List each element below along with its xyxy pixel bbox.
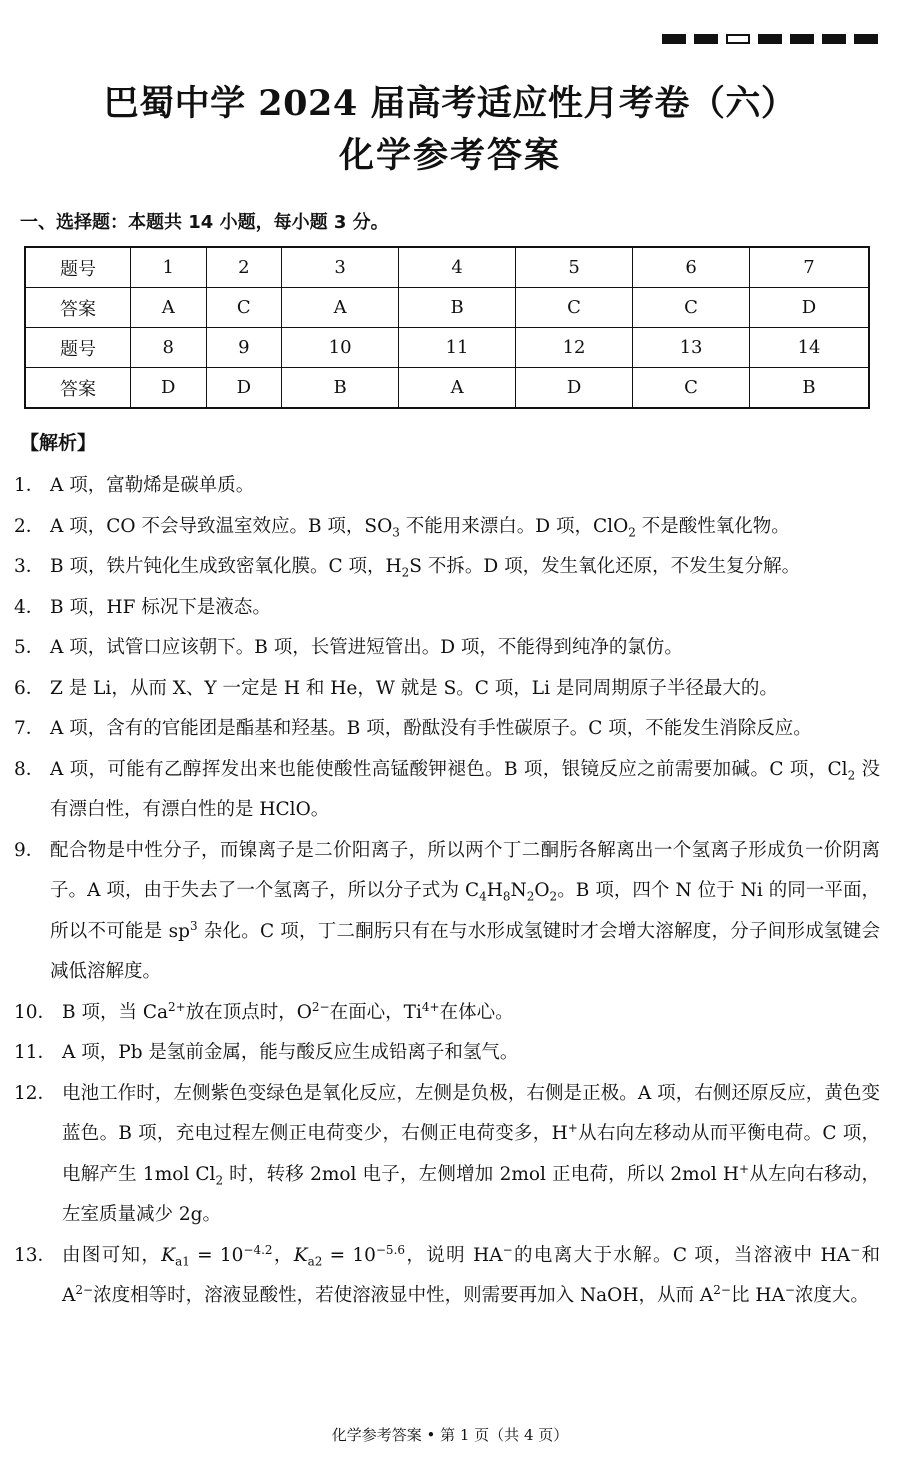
analysis-list — [14, 466, 880, 1317]
item-text — [50, 588, 880, 629]
text-run: 和 A — [62, 1244, 880, 1306]
header-marks — [662, 34, 878, 44]
table-cell: 7 — [750, 247, 869, 288]
text-run: H — [486, 880, 503, 901]
table-cell: 14 — [750, 328, 869, 368]
item-text — [50, 547, 880, 588]
table-row — [25, 247, 869, 288]
item-number: 4． — [14, 596, 45, 618]
item-text — [62, 1236, 880, 1317]
item-text — [62, 1074, 880, 1236]
table-row — [25, 288, 869, 328]
subscript: 2 — [401, 565, 410, 580]
analysis-heading: 【解析】 — [20, 432, 97, 454]
text-run: 从左向右移动，左室质量减少 2g。 — [62, 1163, 880, 1225]
item-number: 11． — [14, 1042, 57, 1063]
table-cell: B — [399, 288, 516, 328]
subscript: 2 — [628, 525, 636, 540]
superscript: + — [738, 1161, 750, 1176]
item-text — [50, 750, 880, 831]
table-cell: C — [633, 368, 750, 409]
text-run: A 项，富勒烯是碳单质。 — [50, 475, 255, 496]
item-number: 9． — [14, 839, 45, 861]
table-cell: 13 — [633, 328, 750, 368]
list-item — [14, 1074, 880, 1236]
variable-k: K — [161, 1244, 176, 1266]
table-cell: 2 — [206, 247, 282, 288]
table-cell: 1 — [131, 247, 207, 288]
list-item — [14, 831, 880, 993]
table-cell: C — [633, 288, 750, 328]
list-item — [14, 588, 880, 629]
table-cell: D — [516, 368, 633, 409]
table-row — [25, 328, 869, 368]
text-run: A 项，Pb 是氢前金属，能与酸反应生成铅离子和氢气。 — [62, 1042, 519, 1063]
superscript: 2+ — [168, 999, 186, 1014]
item-number: 5． — [14, 637, 45, 658]
list-item — [14, 547, 880, 588]
list-item — [14, 750, 880, 831]
text-run: ，说明 HA — [405, 1244, 503, 1266]
page-subtitle: 化学参考答案 — [338, 135, 561, 176]
text-run: S 不拆。D 项，发生氧化还原，不发生复分解。 — [409, 556, 801, 577]
table-cell: A — [399, 368, 516, 409]
list-item — [14, 1236, 880, 1317]
text-run: B 项，铁片钝化生成致密氧化膜。C 项，H — [50, 556, 402, 577]
table-cell: D — [131, 368, 207, 409]
text-run: 不能用来漂白。D 项，ClO — [399, 515, 629, 537]
superscript: 2− — [75, 1282, 94, 1297]
text-run: 比 HA — [730, 1285, 785, 1306]
mark-block — [662, 34, 686, 44]
text-run: 浓度相等时，溶液显酸性，若使溶液显中性，则需要再加入 NaOH，从而 A — [93, 1285, 714, 1306]
text-run: Z 是 Li，从而 X、Y 一定是 H 和 He，W 就是 S。C 项，Li 是同周期原子半径最大的。 — [50, 677, 778, 699]
text-run: 浓度大。 — [794, 1285, 869, 1306]
superscript: −4.2 — [243, 1242, 273, 1257]
table-cell: 12 — [516, 328, 633, 368]
text-run: = 10 — [322, 1244, 376, 1266]
list-item — [14, 628, 880, 669]
table-cell: B — [282, 368, 399, 409]
superscript: − — [502, 1242, 513, 1257]
text-run: B 项，当 Ca — [62, 1001, 169, 1023]
text-run: 时，转移 2mol 电子，左侧增加 2mol 正电荷，所以 2mol H — [223, 1163, 739, 1185]
subscript: 4 — [479, 889, 487, 904]
list-item — [14, 507, 880, 548]
item-text — [50, 466, 880, 507]
table-cell: D — [206, 368, 282, 409]
item-number: 3． — [14, 556, 45, 577]
text-run: A 项，含有的官能团是酯基和羟基。B 项，酚酞没有手性碳原子。C 项，不能发生消除反应。 — [50, 718, 812, 739]
subscript: 2 — [847, 768, 856, 783]
subscript: a1 — [175, 1254, 190, 1269]
item-text — [50, 831, 880, 993]
item-text — [50, 628, 880, 669]
table-cell: 4 — [399, 247, 516, 288]
superscript: 2− — [713, 1282, 731, 1297]
text-run: 在面心，Ti — [329, 1001, 422, 1023]
table-cell: 8 — [131, 328, 207, 368]
table-row — [25, 368, 869, 409]
text-run: 从右向左移动从而平衡电荷。C 项，电解产生 1mol Cl — [62, 1123, 880, 1185]
row-label: 答案 — [25, 368, 131, 409]
item-number: 2． — [14, 515, 45, 537]
text-run: A 项，可能有乙醇挥发出来也能使酸性高锰酸钾褪色。B 项，银镜反应之前需要加碱。C 项，Cl — [50, 758, 848, 780]
text-run: O — [534, 880, 550, 901]
mark-block — [822, 34, 846, 44]
text-run: N — [510, 880, 527, 901]
list-item — [14, 1033, 880, 1074]
item-number: 8． — [14, 758, 45, 780]
text-run: 杂化。C 项，丁二酮肟只有在与水形成氢键时才会增大溶解度，分子间形成氢键会减低溶解度。 — [50, 920, 881, 982]
text-run: 。B 项，四个 N 位于 Ni 的同一平面，所以不可能是 sp — [50, 880, 880, 942]
item-number: 12． — [14, 1082, 57, 1104]
text-run: 不是酸性氧化物。 — [635, 515, 790, 537]
text-run: ， — [272, 1244, 294, 1266]
subscript: 2 — [215, 1173, 224, 1188]
superscript: −5.6 — [375, 1242, 406, 1257]
list-item — [14, 993, 880, 1034]
text-run: 在体心。 — [439, 1001, 514, 1023]
table-cell: C — [206, 288, 282, 328]
table-cell: A — [282, 288, 399, 328]
mark-block-hollow — [726, 34, 750, 44]
superscript: 4+ — [421, 999, 440, 1014]
text-run: 没有漂白性，有漂白性的是 HClO。 — [50, 758, 880, 820]
list-item — [14, 709, 880, 750]
item-number: 10． — [14, 1001, 57, 1023]
page-title: 巴蜀中学 2024 届高考适应性月考卷（六） — [103, 83, 797, 124]
mark-block — [758, 34, 782, 44]
row-label: 题号 — [25, 247, 131, 288]
table-cell: 10 — [282, 328, 399, 368]
superscript: + — [567, 1120, 578, 1135]
table-cell: A — [131, 288, 207, 328]
text-run: A 项，CO 不会导致温室效应。B 项，SO — [50, 515, 393, 537]
table-cell: D — [750, 288, 869, 328]
table-cell: 9 — [206, 328, 282, 368]
mark-block — [694, 34, 718, 44]
mark-block — [790, 34, 814, 44]
list-item — [14, 466, 880, 507]
item-text — [62, 1033, 880, 1074]
table-cell: 5 — [516, 247, 633, 288]
item-number: 1． — [14, 475, 45, 496]
table-cell: 11 — [399, 328, 516, 368]
text-run: 由图可知， — [62, 1244, 162, 1266]
item-text — [50, 669, 880, 710]
text-run: 电池工作时，左侧紫色变绿色是氧化反应，左侧是负极，右侧是正极。A 项，右侧还原反应，黄色变蓝色。B 项，充电过程左侧正电荷变少，右侧正电荷变多，H — [62, 1082, 880, 1144]
item-text — [50, 709, 880, 750]
section-heading: 一、选择题：本题共 14 小题，每小题 3 分。 — [20, 212, 389, 233]
answer-table — [24, 246, 870, 409]
item-text — [62, 993, 880, 1034]
text-run: = 10 — [189, 1244, 244, 1266]
text-run: A 项，试管口应该朝下。B 项，长管进短管出。D 项，不能得到纯净的氯仿。 — [50, 637, 683, 658]
table-cell: B — [750, 368, 869, 409]
item-number: 6． — [14, 677, 45, 699]
text-run: B 项，HF 标况下是液态。 — [50, 596, 271, 618]
table-cell: C — [516, 288, 633, 328]
text-run: 的电离大于水解。C 项，当溶液中 HA — [512, 1244, 851, 1266]
text-run: 放在顶点时，O — [185, 1001, 312, 1023]
item-number: 13． — [14, 1244, 57, 1266]
superscript: 2− — [311, 999, 330, 1014]
mark-block — [854, 34, 878, 44]
row-label: 答案 — [25, 288, 131, 328]
row-label: 题号 — [25, 328, 131, 368]
subscript: 2 — [526, 889, 535, 904]
item-text — [50, 507, 880, 548]
list-item — [14, 669, 880, 710]
subscript: 2 — [549, 889, 558, 904]
page-footer: 化学参考答案 • 第 1 页（共 4 页） — [331, 1426, 569, 1444]
subscript: a2 — [307, 1254, 323, 1269]
variable-k: K — [293, 1244, 308, 1266]
text-run: 配合物是中性分子，而镍离子是二价阳离子，所以两个丁二酮肟各解离出一个氢离子形成负一价阴离子。A 项，由于失去了一个氢离子，所以分子式为 C — [50, 839, 880, 901]
item-number: 7． — [14, 718, 45, 739]
subscript: 3 — [392, 525, 400, 540]
superscript: − — [850, 1242, 861, 1257]
table-cell: 6 — [633, 247, 750, 288]
superscript: − — [784, 1282, 795, 1297]
table-cell: 3 — [282, 247, 399, 288]
subscript: 8 — [502, 889, 511, 904]
superscript: 3 — [189, 918, 198, 933]
